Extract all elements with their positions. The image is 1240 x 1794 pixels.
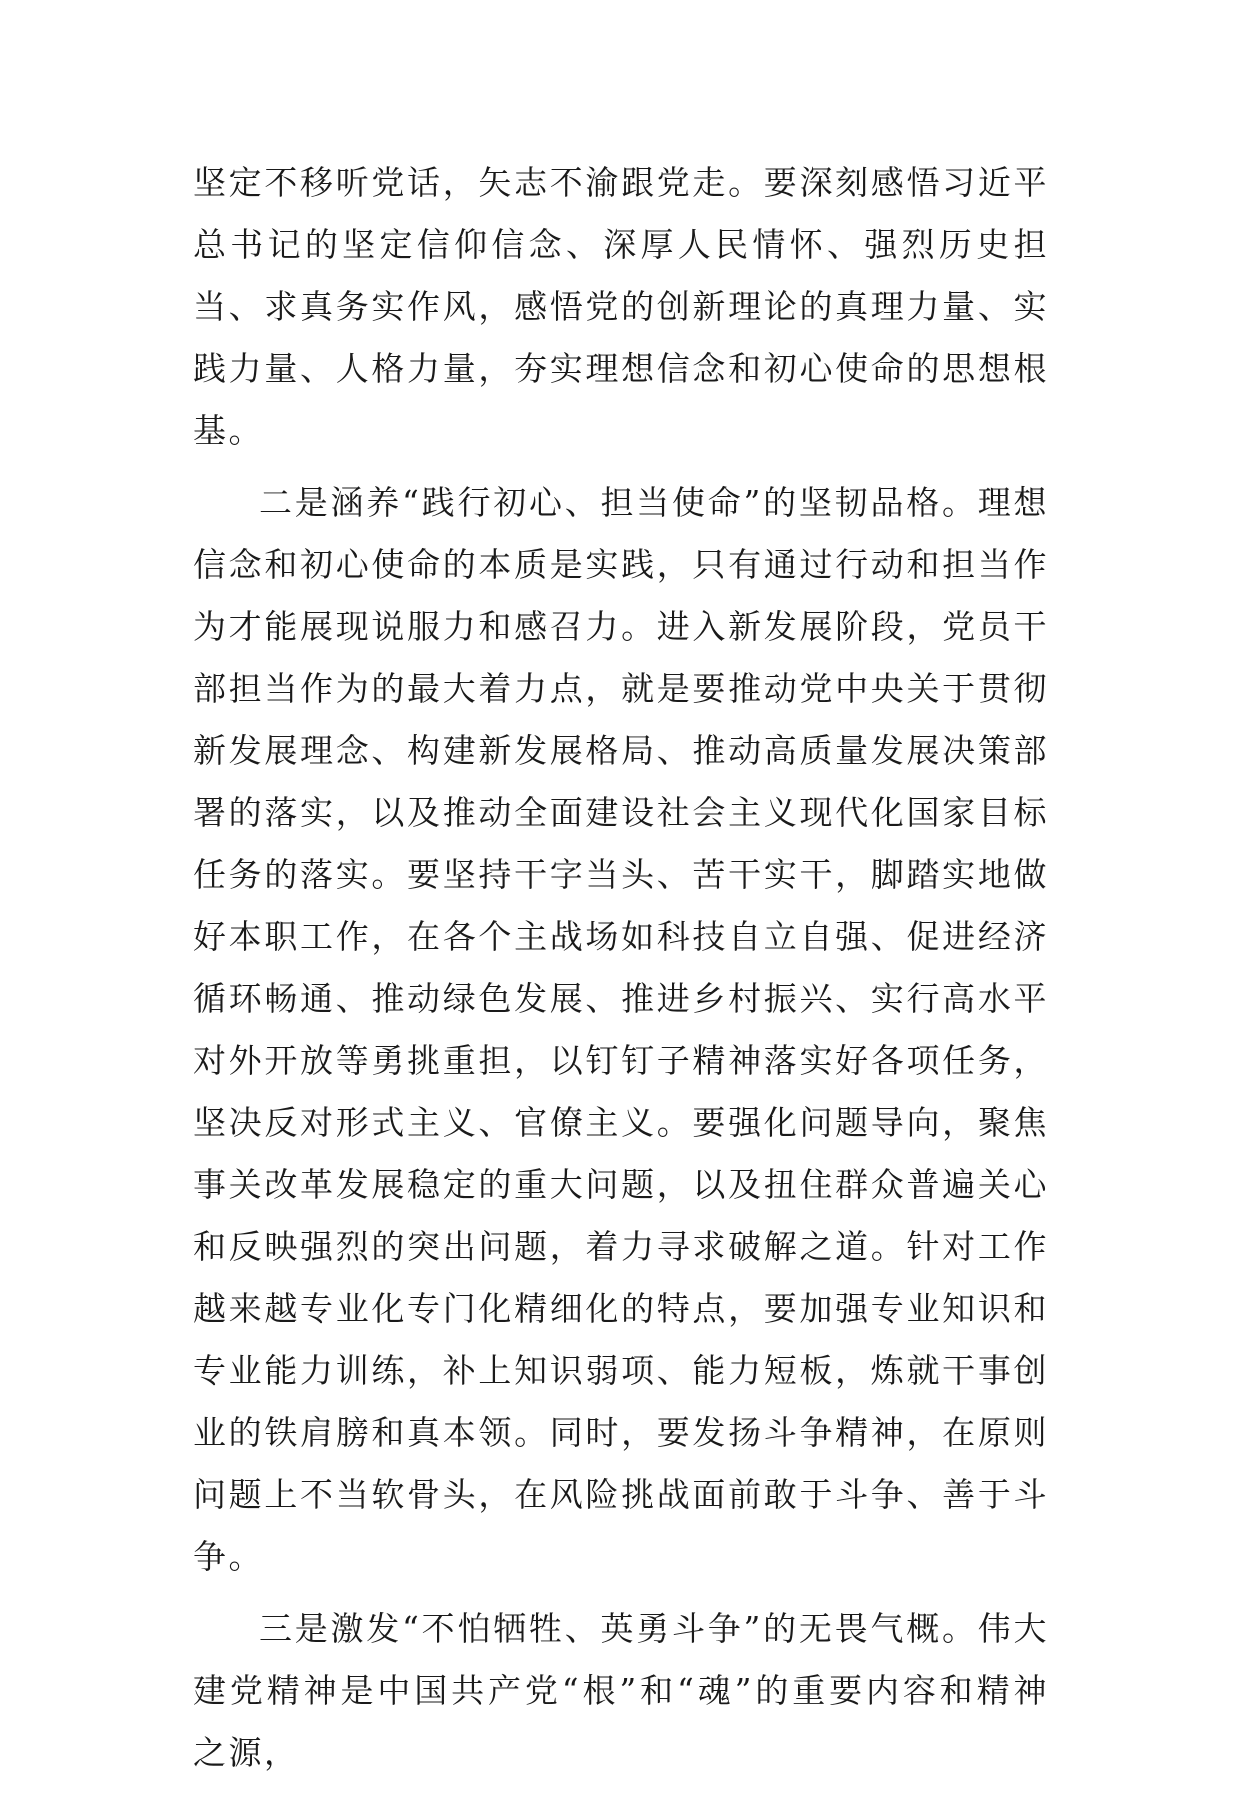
- paragraph-continuation: 坚定不移听党话，矢志不渝跟党走。要深刻感悟习近平总书记的坚定信仰信念、深厚人民情怀、强烈历史担当、求真务实作风，感悟党的创新理论的真理力量、实践力量、人格力量，夯实理想信念和初心使命的思想根基。: [193, 163, 1049, 450]
- document-body: [193, 152, 1049, 1794]
- paragraph-point-three: 三是激发“不怕牺牲、英勇斗争”的无畏气概。伟大建党精神是中国共产党“根”和“魂”的重要内容和精神之源，: [193, 1609, 1049, 1772]
- paragraph-point-two: 二是涵养“践行初心、担当使命”的坚韧品格。理想信念和初心使命的本质是实践，只有通过行动和担当作为才能展现说服力和感召力。进入新发展阶段，党员干部担当作为的最大着力点，就是要推动党中央关于贯彻新发展理念、构建新发展格局、推动高质量发展决策部署的落实，以及推动全面建设社会主义现代化国家目标任务的落实。要坚持干字当头、苦干实干，脚踏实地做好本职工作，在各个主战场如科技自立自强、促进经济循环畅通、推动绿色发展、推进乡村振兴、实行高水平对外开放等勇挑重担，以钉钉子精神落实好各项任务，坚决反对形式主义、官僚主义。要强化问题导向，聚焦事关改革发展稳定的重大问题，以及扭住群众普遍关心和反映强烈的突出问题，着力寻求破解之道。针对工作越来越专业化专门化精细化的特点，要加强专业知识和专业能力训练，补上知识弱项、能力短板，炼就干事创业的铁肩膀和真本领。同时，要发扬斗争精神，在原则问题上不当软骨头，在风险挑战面前敢于斗争、善于斗争。: [193, 483, 1049, 1576]
